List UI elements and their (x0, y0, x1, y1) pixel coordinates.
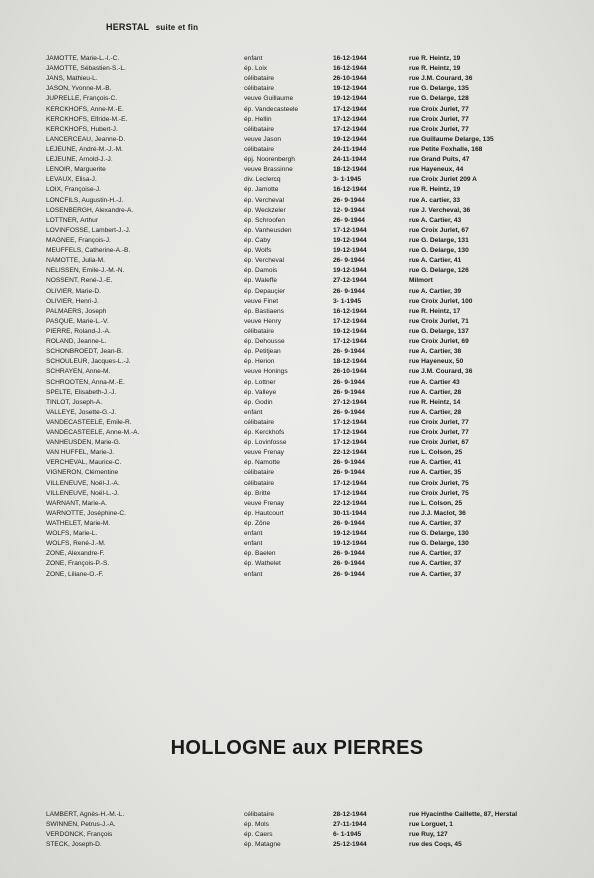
death-date: 3- 1-1945 (333, 297, 362, 305)
address: rue G. Delarge, 137 (409, 327, 469, 335)
marital-status: ép. Wathelet (244, 560, 281, 568)
person-name: ZONE, Alexandre-F. (46, 550, 105, 558)
address: rue R. Heintz, 19 (409, 65, 461, 73)
person-name: LONCFILS, Augustin-H.-J. (46, 196, 124, 204)
marital-status: enfant (244, 570, 263, 578)
address: rue R. Heintz, 17 (409, 307, 461, 315)
marital-status: veuve Henry (244, 317, 282, 325)
marital-status: ép. Vercheval (244, 196, 284, 204)
address: rue Croix Jurlet, 75 (409, 489, 469, 497)
death-date: 19-12-1944 (333, 236, 367, 244)
person-name: VILLENEUVE, Noël-J.-A. (46, 479, 120, 487)
death-date: 19-12-1944 (333, 530, 367, 538)
person-name: LANCERCEAU, Jeanne-D. (46, 135, 126, 143)
marital-status: célibataire (244, 469, 275, 477)
person-name: MEUFFELS, Catherine-A.-B. (46, 247, 131, 255)
address: rue R. Heintz, 19 (409, 186, 461, 194)
person-name: PALMAERS, Joseph (46, 307, 107, 315)
death-date: 26- 9-1944 (333, 257, 365, 265)
marital-status: ép. Hellin (244, 115, 272, 123)
marital-status: ép. Lottner (244, 378, 276, 386)
marital-status: ép. Matagne (244, 841, 281, 849)
death-date: 17-12-1944 (333, 418, 367, 426)
person-name: SCHRAYEN, Anne-M. (46, 368, 111, 376)
list-item (0, 246, 594, 256)
person-name: NOSSENT, René-J.-E. (46, 277, 113, 285)
person-name: OLIVIER, Marie-D. (46, 287, 101, 295)
list-item (0, 226, 594, 236)
marital-status: ép. Kerckhofs (244, 429, 285, 437)
marital-status: ép. Godin (244, 398, 273, 406)
death-date: 25-12-1944 (333, 841, 367, 849)
address: rue A. Cartier, 43 (409, 216, 462, 224)
list-item (0, 539, 594, 549)
marital-status: ép. Lovinfosse (244, 439, 287, 447)
list-item (0, 418, 594, 428)
marital-status: ép. Valleye (244, 388, 277, 396)
marital-status: célibataire (244, 125, 275, 133)
address: rue J.M. Courard, 36 (409, 368, 473, 376)
marital-status: ép. Baelen (244, 550, 276, 558)
person-name: LAMBERT, Agnès-H.-M.-L. (46, 811, 125, 818)
list-item (0, 196, 594, 206)
death-date: 17-12-1944 (333, 489, 367, 497)
death-date: 22-12-1944 (333, 499, 367, 507)
person-name: VIGNERON, Clémentine (46, 469, 119, 477)
list-item (0, 276, 594, 286)
address: rue Croix Jurlet, 77 (409, 105, 469, 113)
person-name: SCHONBROEDT, Jean-B. (46, 348, 123, 356)
death-date: 17-12-1944 (333, 125, 367, 133)
death-date: 19-12-1944 (333, 267, 367, 275)
marital-status: ép. Waleffe (244, 277, 277, 285)
address: rue Croix Jurlet, 77 (409, 418, 469, 426)
header-title: HERSTAL (106, 22, 150, 32)
death-date: 26- 9-1944 (333, 459, 365, 467)
list-item (0, 327, 594, 337)
list-item (0, 165, 594, 175)
death-date: 17-12-1944 (333, 338, 367, 346)
person-name: ZONE, François-P.-S. (46, 560, 110, 568)
person-name: WOLFS, René-J.-M. (46, 540, 106, 548)
address: rue A. Cartier, 37 (409, 560, 462, 568)
address: rue L. Colson, 25 (409, 499, 463, 507)
death-date: 26- 9-1944 (333, 216, 365, 224)
death-date: 3- 1-1945 (333, 176, 362, 184)
address: rue J. Vercheval, 36 (409, 206, 471, 214)
list-item (0, 458, 594, 468)
person-name: OLIVIER, Henri-J. (46, 297, 99, 305)
page-header (106, 22, 198, 32)
list-item (0, 115, 594, 125)
address: rue G. Delarge, 130 (409, 540, 469, 548)
address: rue A. Cartier 43 (409, 378, 460, 386)
list-item (0, 266, 594, 276)
person-name: LOSENBERGH, Alexandre-A. (46, 206, 134, 214)
person-name: KERCKHOFS, Anne-M.-E. (46, 105, 124, 113)
marital-status: enfant (244, 540, 263, 548)
person-name: SCHROOTEN, Anna-M.-E. (46, 378, 125, 386)
person-name: SCHOULEUR, Jacques-L.-J. (46, 358, 131, 366)
marital-status: veuve Finet (244, 297, 279, 305)
person-name: STECK, Joseph-D. (46, 841, 102, 849)
death-date: 16-12-1944 (333, 55, 367, 62)
address: rue Croix Jurlet, 71 (409, 317, 469, 325)
person-name: LENOIR, Marguerite (46, 166, 106, 174)
address: rue Croix Jurlet, 77 (409, 115, 469, 123)
address: rue G. Delarge, 130 (409, 247, 469, 255)
list-item (0, 155, 594, 165)
list-item (0, 297, 594, 307)
death-date: 19-12-1944 (333, 327, 367, 335)
marital-status: ép. Hautcourt (244, 509, 284, 517)
list-item (0, 84, 594, 94)
death-date: 19-12-1944 (333, 247, 367, 255)
marital-status: ép. Jamotte (244, 186, 279, 194)
death-date: 6- 1-1945 (333, 831, 362, 839)
death-date: 17-12-1944 (333, 115, 367, 123)
marital-status: enfant (244, 530, 263, 538)
person-name: VERDONCK, François (46, 831, 113, 839)
list-item (0, 287, 594, 297)
address: rue A. Cartier, 41 (409, 459, 462, 467)
address: rue Grand Puits, 47 (409, 156, 470, 164)
address: rue A. Cartier, 35 (409, 469, 462, 477)
address: rue Croix Jurlet, 77 (409, 429, 469, 437)
person-name: LEJEUNE, André-M.-J.-M. (46, 145, 123, 153)
death-date: 17-12-1944 (333, 105, 367, 113)
list-item (0, 64, 594, 74)
address: rue Lorguet, 1 (409, 821, 453, 829)
person-name: MAGNEE, François-J. (46, 236, 111, 244)
list-item (0, 840, 594, 850)
death-date: 26- 9-1944 (333, 378, 365, 386)
death-date: 16-12-1944 (333, 186, 367, 194)
death-date: 17-12-1944 (333, 439, 367, 447)
address: rue G. Delarge, 130 (409, 530, 469, 538)
death-date: 26- 9-1944 (333, 520, 365, 528)
address: rue G. Delarge, 131 (409, 236, 469, 244)
marital-status: ép. Herion (244, 358, 275, 366)
section-title-hollogne: HOLLOGNE aux PIERRES (170, 737, 424, 759)
address: rue A. Cartier, 28 (409, 388, 462, 396)
list-item (0, 175, 594, 185)
address: Milmort (409, 277, 433, 285)
marital-status: ép. Mols (244, 821, 269, 829)
address: rue A. Cartier, 28 (409, 408, 462, 416)
address: rue A. Cartier, 37 (409, 550, 462, 558)
header-subtitle: suite et fin (155, 23, 199, 32)
person-name: JAMOTTE, Sébastien-S.-L. (46, 65, 126, 73)
death-date: 28-12-1944 (333, 811, 367, 818)
list-item (0, 216, 594, 226)
list-item (0, 489, 594, 499)
address: rue Croix Jurlet 209 A (409, 176, 477, 184)
address: rue G. Delarge, 128 (409, 95, 469, 103)
person-name: SWINNEN, Petrus-J.-A. (46, 821, 116, 829)
list-item (0, 448, 594, 458)
person-name: VANDECASTEELE, Emile-R. (46, 418, 132, 426)
list-item (0, 529, 594, 539)
person-name: NAMOTTE, Julia-M. (46, 257, 105, 265)
list-item (0, 317, 594, 327)
death-date: 27-12-1944 (333, 277, 367, 285)
list-item (0, 388, 594, 398)
list-item (0, 509, 594, 519)
person-name: PIERRE, Roland-J.-A. (46, 327, 111, 335)
death-date: 12- 9-1944 (333, 206, 365, 214)
list-item (0, 820, 594, 830)
person-name: VILLENEUVE, Noël-L.-J. (46, 489, 119, 497)
person-name: NELISSEN, Emile-J.-M.-N. (46, 267, 125, 275)
herstal-list (0, 54, 594, 580)
person-name: LOIX, Françoise-J. (46, 186, 101, 194)
person-name: VANDECASTEELE, Anne-M.-A. (46, 429, 140, 437)
list-item (0, 337, 594, 347)
list-item (0, 549, 594, 559)
marital-status: ép. Zône (244, 520, 271, 528)
list-item (0, 307, 594, 317)
person-name: LEVAUX, Elisa-J. (46, 176, 97, 184)
list-item (0, 570, 594, 580)
list-item (0, 499, 594, 509)
person-name: TINLOT, Joseph-A. (46, 398, 103, 406)
list-item (0, 185, 594, 195)
address: rue A. Cartier, 39 (409, 287, 462, 295)
address: rue A. Cartier, 38 (409, 348, 462, 356)
person-name: JAMOTTE, Marie-L.-I.-C. (46, 55, 120, 62)
marital-status: ép. Caers (244, 831, 273, 839)
death-date: 26- 9-1944 (333, 408, 365, 416)
list-item (0, 145, 594, 155)
death-date: 27-12-1944 (333, 398, 367, 406)
address: rue A. cartier, 33 (409, 196, 461, 204)
address: rue L. Colson, 25 (409, 449, 463, 457)
person-name: LEJEUNE, Arnold-J.-J. (46, 156, 113, 164)
marital-status: célibataire (244, 327, 275, 335)
death-date: 26- 9-1944 (333, 287, 365, 295)
death-date: 26- 9-1944 (333, 570, 365, 578)
marital-status: épj. Noorenbergh (244, 156, 295, 164)
address: rue Hayeneux, 44 (409, 166, 464, 174)
person-name: WARNANT, Marie-A. (46, 499, 107, 507)
marital-status: célibataire (244, 85, 275, 93)
person-name: JUPRELLE, François-C. (46, 95, 118, 103)
address: rue Guillaume Delarge, 135 (409, 135, 494, 143)
marital-status: veuve Guillaume (244, 95, 294, 103)
address: rue Hyacinthe Caillette, 87, Herstal (409, 811, 518, 818)
death-date: 18-12-1944 (333, 166, 367, 174)
marital-status: veuve Frenay (244, 499, 284, 507)
person-name: WOLFS, Marie-L. (46, 530, 98, 538)
address: rue G. Delarge, 126 (409, 267, 469, 275)
death-date: 26- 9-1944 (333, 550, 365, 558)
death-date: 26- 9-1944 (333, 348, 365, 356)
list-item (0, 810, 594, 820)
person-name: ZONE, Liliane-O.-F. (46, 570, 104, 578)
person-name: KERCKHOFS, Hubert-J. (46, 125, 118, 133)
death-date: 24-11-1944 (333, 145, 367, 153)
death-date: 26- 9-1944 (333, 196, 365, 204)
death-date: 26- 9-1944 (333, 560, 365, 568)
marital-status: enfant (244, 408, 263, 416)
list-item (0, 438, 594, 448)
death-date: 17-12-1944 (333, 317, 367, 325)
list-item (0, 428, 594, 438)
list-item (0, 357, 594, 367)
marital-status: ép. Damois (244, 267, 278, 275)
marital-status: ép. Depauçier (244, 287, 286, 295)
list-item (0, 830, 594, 840)
marital-status: célibataire (244, 418, 275, 426)
address: rue Croix Jurlet, 67 (409, 439, 469, 447)
list-item (0, 378, 594, 388)
death-date: 19-12-1944 (333, 135, 367, 143)
death-date: 17-12-1944 (333, 226, 367, 234)
list-item (0, 479, 594, 489)
address: rue A. Cartier, 41 (409, 257, 462, 265)
person-name: LOVINFOSSE, Lambert-J.-J. (46, 226, 131, 234)
person-name: ROLAND, Jeanne-L. (46, 338, 107, 346)
person-name: LOTTNER, Arthur (46, 216, 99, 224)
list-item (0, 559, 594, 569)
address: rue des Coqs, 45 (409, 841, 462, 849)
address: rue J.M. Courard, 36 (409, 75, 473, 83)
person-name: VERCHEVAL, Maurice-C. (46, 459, 122, 467)
death-date: 27-11-1944 (333, 821, 367, 829)
list-item (0, 125, 594, 135)
address: rue A. Cartier, 37 (409, 570, 462, 578)
address: rue Croix Jurlet, 69 (409, 338, 469, 346)
address: rue Croix Jurlet, 100 (409, 297, 473, 305)
marital-status: veuve Honings (244, 368, 288, 376)
person-name: WARNOTTE, Joséphine-C. (46, 509, 126, 517)
death-date: 17-12-1944 (333, 479, 367, 487)
address: rue Ruy, 127 (409, 831, 448, 839)
address: rue A. Cartier, 37 (409, 520, 462, 528)
person-name: VANHEUSDEN, Marie-G. (46, 439, 121, 447)
marital-status: célibataire (244, 811, 275, 818)
person-name: PASQUE, Marie-L.-V. (46, 317, 109, 325)
death-date: 26- 9-1944 (333, 469, 365, 477)
list-item (0, 74, 594, 84)
marital-status: ép. Dehousse (244, 338, 285, 346)
list-item (0, 135, 594, 145)
marital-status: ép. Vanheusden (244, 226, 292, 234)
marital-status: ép. Loix (244, 65, 268, 73)
list-item (0, 206, 594, 216)
marital-status: ép. Wolfs (244, 247, 272, 255)
death-date: 17-12-1944 (333, 429, 367, 437)
address: rue G. Delarge, 135 (409, 85, 469, 93)
address: rue Petite Foxhalle, 168 (409, 145, 483, 153)
person-name: JASON, Yvonne-M.-B. (46, 85, 112, 93)
death-date: 30-11-1944 (333, 509, 367, 517)
person-name: VALLEYE, Josette-G.-J. (46, 408, 117, 416)
address: rue Croix Jurlet, 75 (409, 479, 469, 487)
hollogne-list (0, 810, 594, 850)
address: rue J.J. Maclot, 36 (409, 509, 466, 517)
death-date: 26- 9-1944 (333, 388, 365, 396)
marital-status: célibataire (244, 75, 275, 83)
marital-status: ép. Schroofen (244, 216, 286, 224)
list-item (0, 398, 594, 408)
marital-status: ép. Britte (244, 489, 271, 497)
marital-status: veuve Frenay (244, 449, 284, 457)
address: rue Hayeneux, 50 (409, 358, 464, 366)
marital-status: ép. Weckzeler (244, 206, 286, 214)
marital-status: ép. Namotte (244, 459, 280, 467)
death-date: 24-11-1944 (333, 156, 367, 164)
marital-status: ép. Petitjean (244, 348, 281, 356)
death-date: 19-12-1944 (333, 95, 367, 103)
person-name: SPELTE, Elisabeth-J.-J. (46, 388, 117, 396)
marital-status: enfant (244, 55, 263, 62)
death-date: 16-12-1944 (333, 307, 367, 315)
list-item (0, 367, 594, 377)
marital-status: ép. Vercheval (244, 257, 284, 265)
death-date: 22-12-1944 (333, 449, 367, 457)
death-date: 19-12-1944 (333, 85, 367, 93)
marital-status: ép. Caby (244, 236, 271, 244)
list-item (0, 105, 594, 115)
list-item (0, 256, 594, 266)
address: rue Croix Jurlet, 77 (409, 125, 469, 133)
marital-status: célibataire (244, 145, 275, 153)
death-date: 26-10-1944 (333, 368, 367, 376)
person-name: JANS, Mathieu-L. (46, 75, 98, 83)
list-item (0, 468, 594, 478)
marital-status: veuve Jason (244, 135, 282, 143)
death-date: 16-12-1944 (333, 65, 367, 73)
death-date: 18-12-1944 (333, 358, 367, 366)
address: rue R. Heintz, 19 (409, 55, 461, 62)
marital-status: div. Leclercq (244, 176, 281, 184)
address: rue R. Heintz, 14 (409, 398, 461, 406)
person-name: WATHELET, Marie-M. (46, 520, 111, 528)
person-name: KERCKHOFS, Elfride-M.-E. (46, 115, 128, 123)
marital-status: ép. Vandecasteele (244, 105, 299, 113)
death-date: 19-12-1944 (333, 540, 367, 548)
list-item (0, 54, 594, 64)
list-item (0, 519, 594, 529)
list-item (0, 347, 594, 357)
address: rue Croix Jurlet, 67 (409, 226, 469, 234)
list-item (0, 408, 594, 418)
list-item (0, 94, 594, 104)
death-date: 26-10-1944 (333, 75, 367, 83)
marital-status: célibataire (244, 479, 275, 487)
marital-status: ép. Bastiaens (244, 307, 284, 315)
person-name: VAN HUFFEL, Marie-J. (46, 449, 115, 457)
list-item (0, 236, 594, 246)
marital-status: veuve Brassinne (244, 166, 293, 174)
